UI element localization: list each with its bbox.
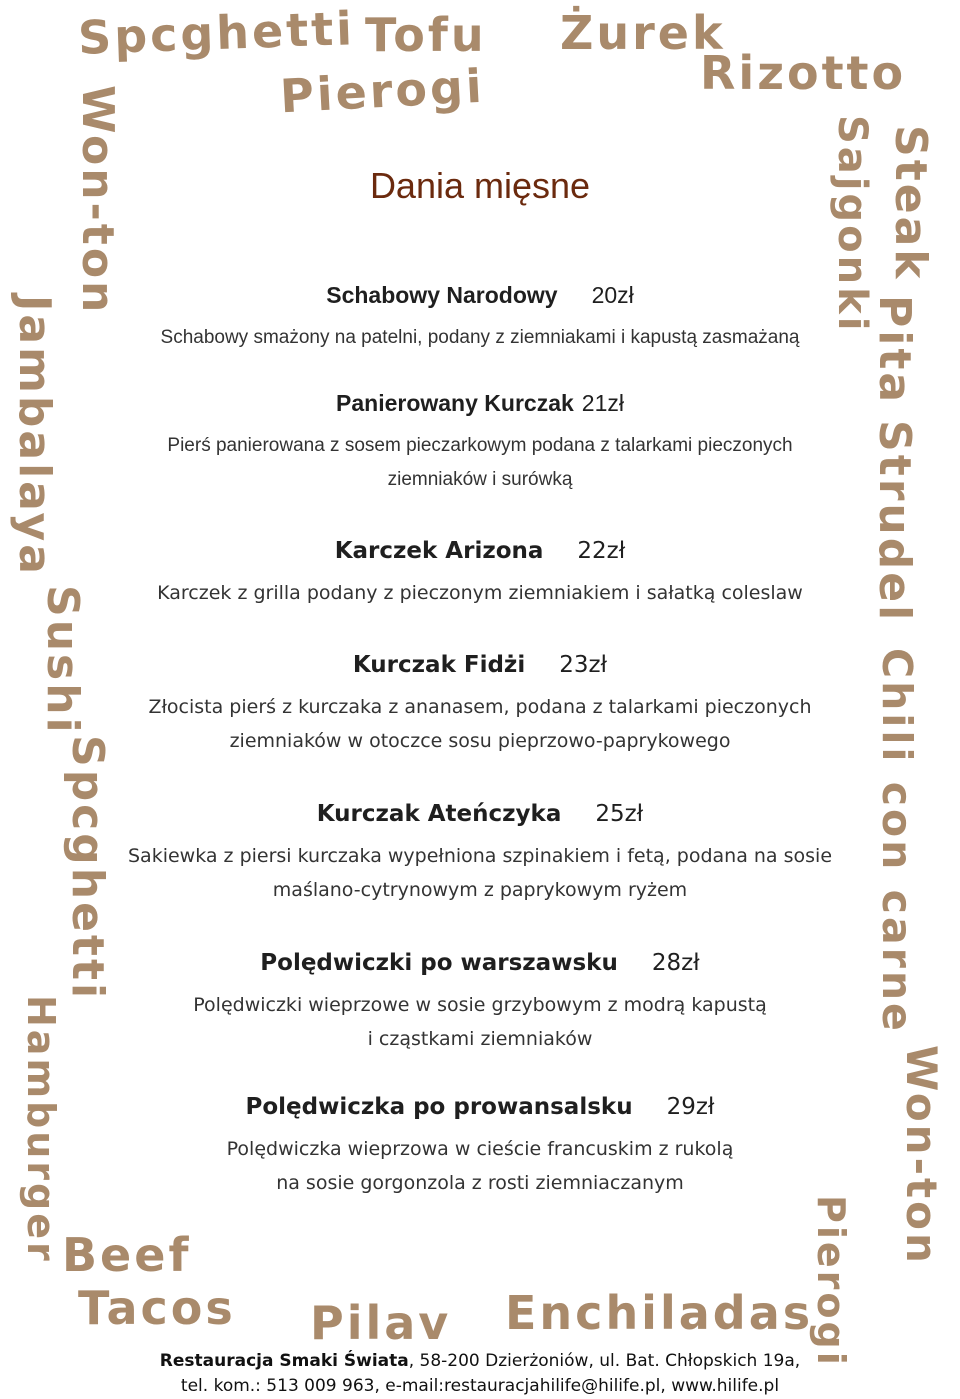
decor-word-wonton-left: Won-ton (72, 85, 123, 316)
decor-word-pierogi: Pierogi (278, 58, 486, 124)
decor-word-tacos: Tacos (78, 1281, 236, 1335)
dish-name: Kurczak Ateńczyka (316, 801, 562, 827)
decor-word-wonton-right: Won-ton (897, 1045, 946, 1266)
dish-price: 21zł (581, 390, 624, 416)
dish-name: Panierowany Kurczak (336, 390, 574, 416)
dish-name: Polędwiczka po prowansalsku (245, 1094, 633, 1120)
decor-word-sajgonki: Sajgonki (829, 115, 875, 334)
decor-word-zurek: Żurek (560, 6, 726, 60)
dish-name: Kurczak Fidżi (352, 652, 526, 678)
dish-description: Schabowy smażony na patelni, podany z ziemniakami i kapustą zasmażaną (160, 327, 800, 348)
dish-price: 20zł (591, 282, 634, 308)
decor-word-steak: Steak (885, 125, 936, 282)
restaurant-contact: tel. kom.: 513 009 963, e-mail:restauracjahilife@hilife.pl, www.hilife.pl (180, 1376, 780, 1396)
decor-word-pierogi-right: Pierogi (809, 1195, 853, 1368)
decor-word-hamburger: Hamburger (19, 995, 63, 1264)
dish-price: 22zł (577, 538, 626, 564)
decor-word-strudel: Strudel (869, 420, 920, 624)
dish-price: 28zł (651, 950, 700, 976)
dish-description: Polędwiczki wieprzowe w sosie grzybowym z modrą kapustą i cząstkami ziemniaków (193, 994, 767, 1050)
dish-item (100, 538, 860, 610)
dish-price: 29zł (666, 1094, 715, 1120)
dish-name: Karczek Arizona (334, 538, 544, 564)
dish-description: Karczek z grilla podany z pieczonym ziemniakiem i sałatką coleslaw (157, 582, 803, 604)
dish-item (100, 282, 860, 355)
dish-description: Złocista pierś z kurczaka z ananasem, podana z talarkami pieczonych ziemniaków w otoczce sosu pieprzowo-paprykowego (148, 696, 812, 752)
page-title: Dania mięsne (369, 165, 591, 206)
dish-price: 23zł (559, 652, 608, 678)
decor-word-spaghetti-left: Spcghetti (62, 735, 113, 1002)
dish-description: Sakiewka z piersi kurczaka wypełniona szpinakiem i fetą, podana na sosie maślano-cytrynowym z paprykowym ryżem (127, 845, 833, 901)
decor-word-rizotto: Rizotto (700, 46, 907, 100)
decor-word-pita: Pita (869, 295, 920, 406)
decor-word-chili: Chili con carne (873, 648, 921, 1034)
decor-word-tofu: Tofu (365, 8, 487, 62)
dish-name: Schabowy Narodowy (326, 282, 558, 308)
decor-word-jambalaya: Jambalaya (9, 295, 60, 577)
decor-word-beef: Beef (62, 1228, 192, 1282)
decor-word-pilav: Pilav (310, 1296, 452, 1350)
dish-item (100, 390, 860, 497)
dish-description: Polędwiczka wieprzowa w cieście francuskim z rukolą na sosie gorgonzola z rosti ziemniaczanym (226, 1138, 734, 1194)
dish-item (100, 1094, 860, 1200)
dish-item (100, 950, 860, 1056)
dish-description: Pierś panierowana z sosem pieczarkowym podana z talarkami pieczonych ziemniaków i surówką (167, 435, 793, 490)
decor-word-spaghetti: Spcghetti (77, 1, 356, 65)
restaurant-address: , 58-200 Dzierżoniów, ul. Bat. Chłopskich 19a, (408, 1351, 801, 1371)
dish-price: 25zł (595, 801, 644, 827)
decor-word-enchiladas: Enchiladas (505, 1286, 814, 1340)
dish-item (100, 801, 860, 907)
restaurant-name: Restauracja Smaki Świata (159, 1351, 409, 1371)
dish-item (100, 652, 860, 758)
decor-word-sushi: Sushi (37, 585, 88, 736)
footer-contact (0, 1349, 960, 1399)
dish-name: Polędwiczki po warszawsku (260, 950, 618, 976)
